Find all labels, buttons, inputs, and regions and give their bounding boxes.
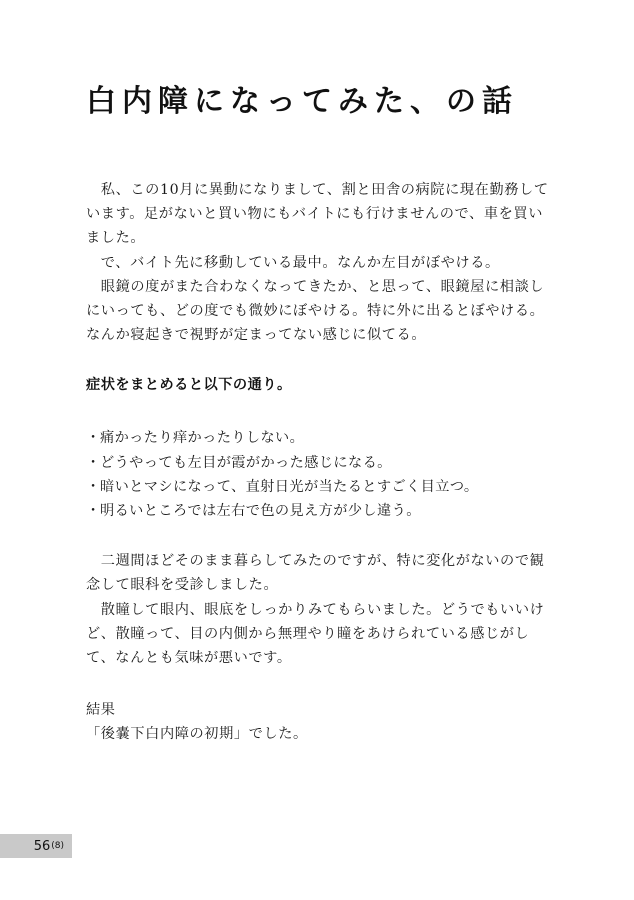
paragraph: で、バイト先に移動している最中。なんか左目がぼやける。 [100,254,500,271]
result-value: 「後嚢下白内障の初期」でした。 [86,726,308,743]
page-number-tab [0,834,72,858]
bullet-icon: ・ [86,503,101,520]
symptoms-heading: 症状をまとめると以下の通り。 [86,377,292,394]
bullet-icon: ・ [86,430,101,447]
article-body [86,178,556,746]
paragraph: 私、この10月に異動になりまして、割と田舎の病院に現在勤務しています。足がないと買い物にもバイトにも行けませんので、車を買いました。 [86,182,549,247]
page-title: 白内障になってみた、の話 [86,84,518,119]
list-item-text: 暗いとマシになって、直射日光が当たるとすごく目立つ。 [100,478,479,495]
paragraph: 眼鏡の度がまた合わなくなってきたか、と思って、眼鏡屋に相談しにいっても、どの度でも微妙にぼやける。特に外に出るとぼやける。なんか寝起きで視野が定まってない感じに似てる。 [86,278,545,344]
bullet-icon: ・ [86,478,101,495]
list-item [86,451,556,475]
list-item-text: どうやっても左目が霞がかった感じになる。 [100,454,392,471]
paragraph: 散瞳して眼内、眼底をしっかりみてもらいました。どうでもいいけど、散瞳って、目の内側から無理やり瞳をあけられている感じがして、なんとも気味が悪いです。 [86,601,545,667]
symptoms-list [86,426,556,523]
bullet-icon: ・ [86,454,101,471]
paragraph: 二週間ほどそのまま暮らしてみたのですが、特に変化がないので観念して眼科を受診しました。 [86,553,545,594]
list-item-text: 明るいところでは左右で色の見え方が少し違う。 [100,503,421,520]
list-item [86,426,556,450]
list-item [86,475,556,499]
result-label: 結果 [86,702,116,719]
sub-page-number: (8) [51,841,64,851]
list-item-text: 痛かったり痒かったりしない。 [100,430,305,447]
page-number: 56 [33,838,51,854]
list-item [86,499,556,523]
